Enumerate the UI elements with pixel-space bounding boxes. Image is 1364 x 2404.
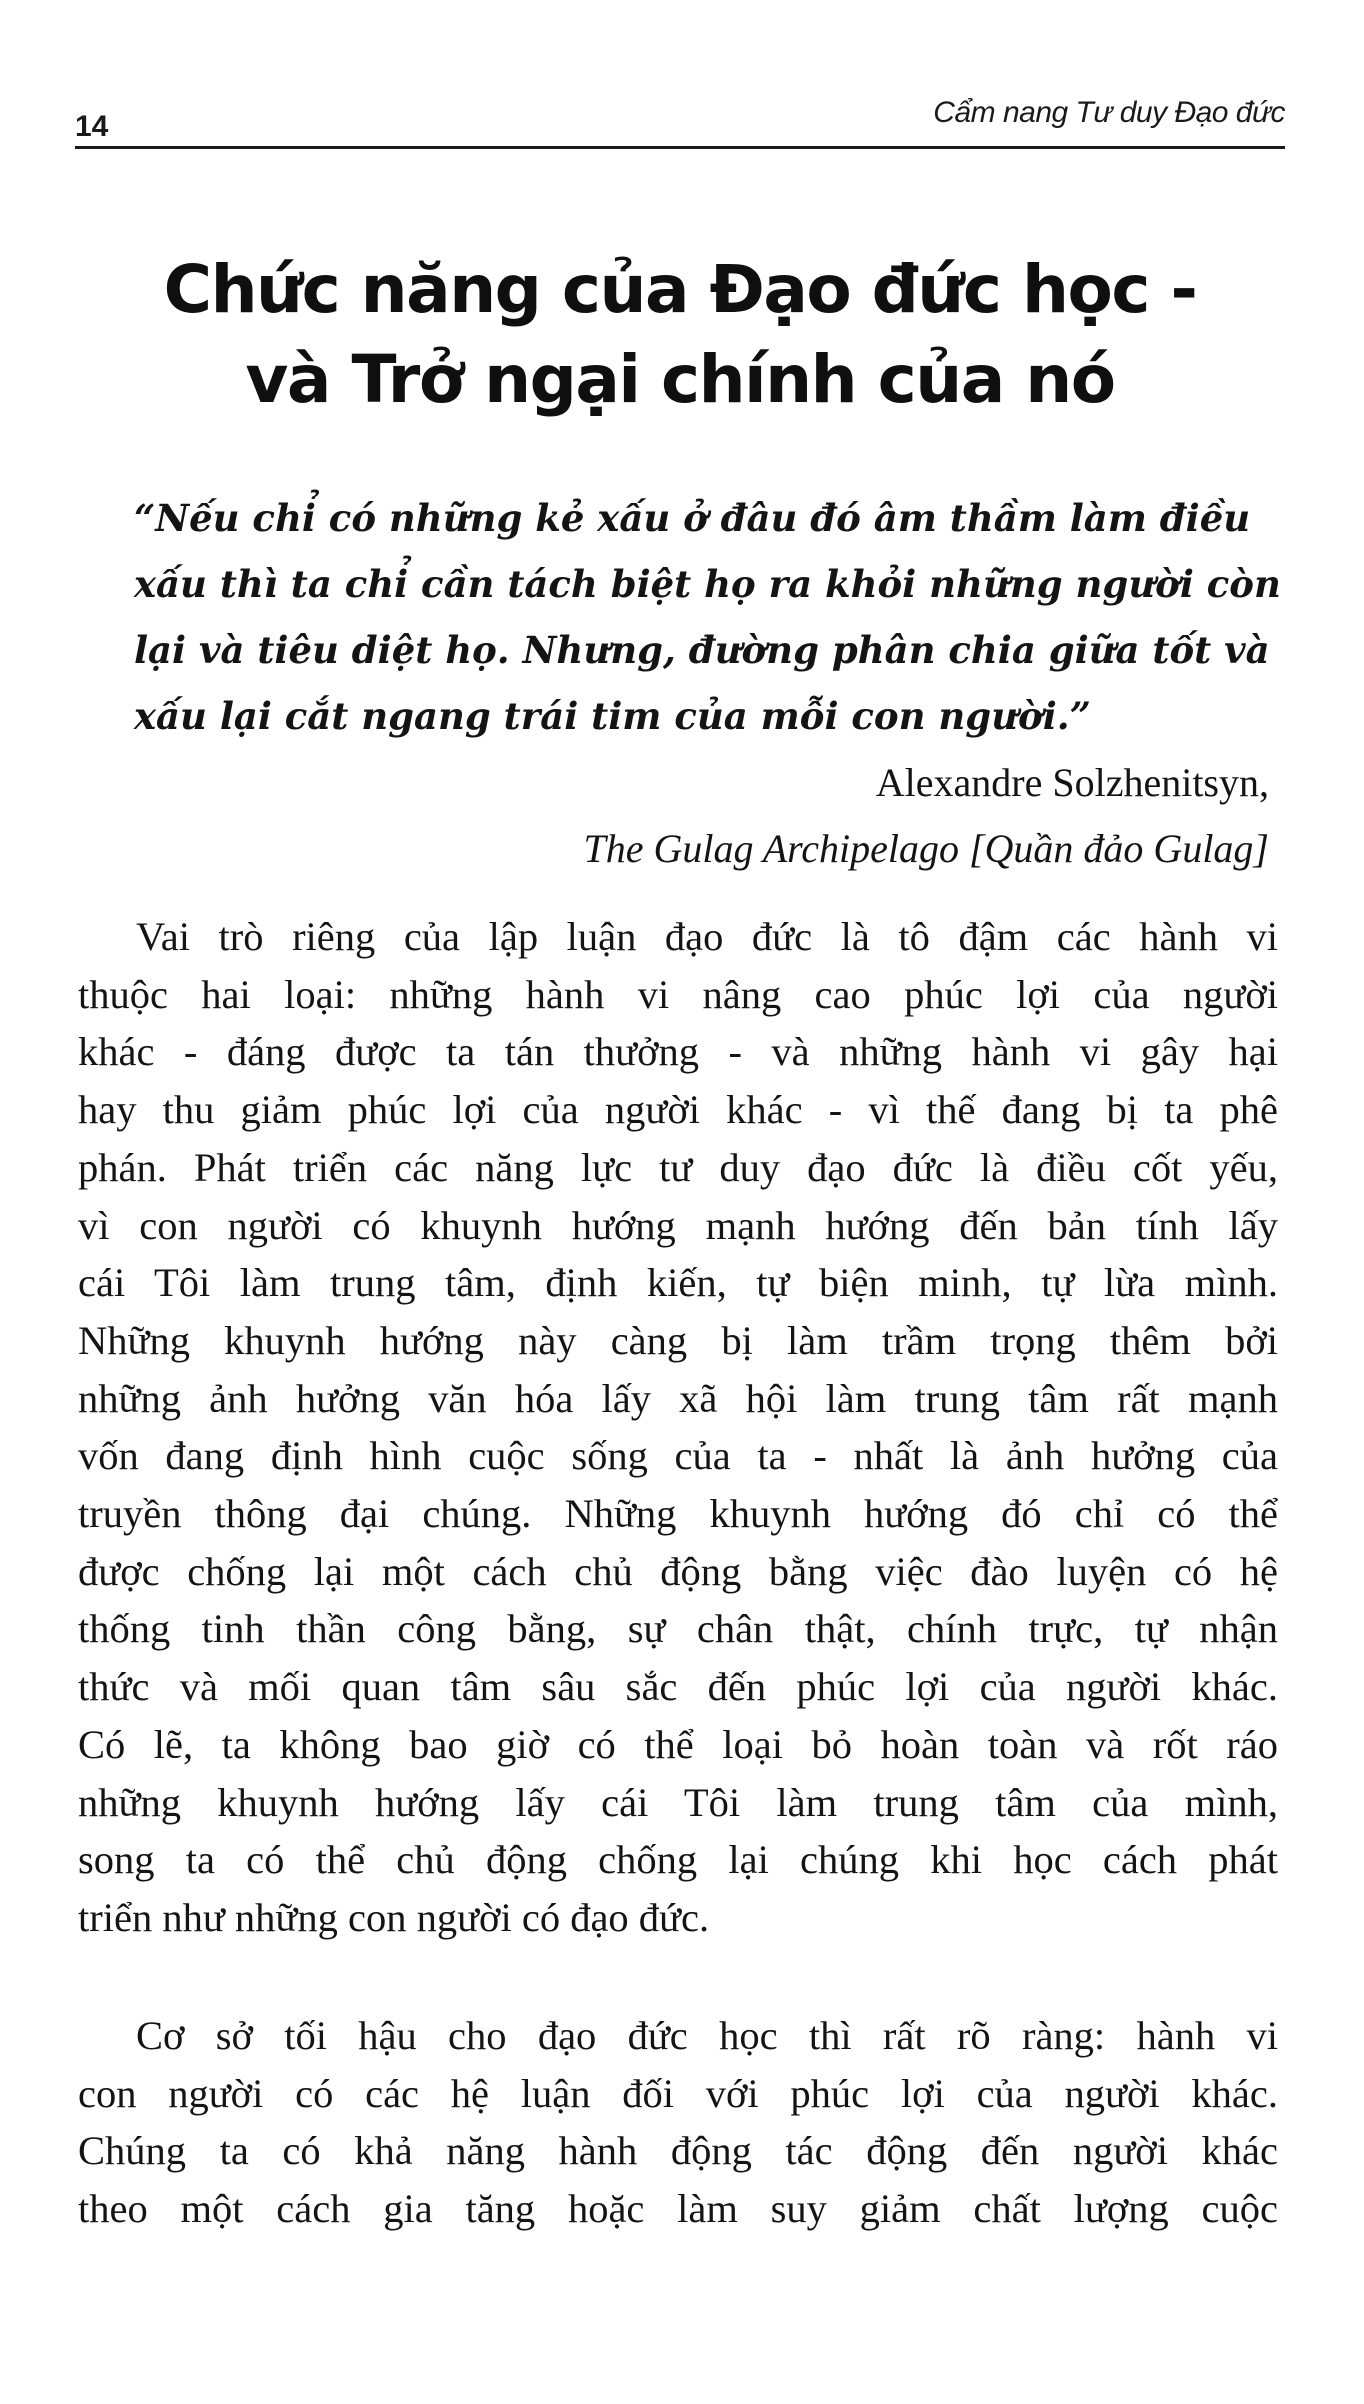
paragraph-line: Vai trò riêng của lập luận đạo đức là tô đậm các hành vi [136, 914, 1278, 959]
paragraph-line: con người có các hệ luận đối với phúc lợi của người khác. [78, 2070, 1278, 2116]
epigraph-attribution [583, 750, 1269, 882]
paragraph-line: Chúng ta có khả năng hành động tác động đến người khác [78, 2128, 1278, 2174]
paragraph-line: những ảnh hưởng văn hóa lấy xã hội làm trung tâm rất mạnh [78, 1375, 1278, 1421]
epigraph-line: xấu lại cắt ngang trái tim của mỗi con người.” [134, 694, 1091, 738]
page-header [75, 80, 1285, 152]
paragraph-line: truyền thông đại chúng. Những khuynh hướng đó chỉ có thể [78, 1491, 1278, 1537]
paragraph-line: triển như những con người có đạo đức. [78, 1894, 710, 1940]
body-paragraph-1 [78, 908, 1278, 1947]
epigraph-quote [134, 485, 1281, 749]
paragraph-line: Những khuynh hướng này càng bị làm trầm trọng thêm bởi [78, 1317, 1278, 1363]
paragraph-line: hay thu giảm phúc lợi của người khác - vì thế đang bị ta phê [78, 1087, 1278, 1133]
epigraph-line: xấu thì ta chỉ cần tách biệt họ ra khỏi những người còn [134, 562, 1281, 606]
paragraph-line: những khuynh hướng lấy cái Tôi làm trung tâm của mình, [78, 1779, 1278, 1825]
running-head: Cẩm nang Tư duy Đạo đức [933, 96, 1285, 129]
header-rule [75, 146, 1285, 149]
paragraph-line: thống tinh thần công bằng, sự chân thật, chính trực, tự nhận [78, 1606, 1278, 1652]
paragraph-line: Cơ sở tối hậu cho đạo đức học thì rất rõ ràng: hành vi [136, 2013, 1278, 2058]
paragraph-line: thuộc hai loại: những hành vi nâng cao phúc lợi của người [78, 971, 1278, 1017]
paragraph-line: khác - đáng được ta tán thưởng - và những hành vi gây hại [78, 1029, 1278, 1075]
paragraph-line: Có lẽ, ta không bao giờ có thể loại bỏ hoàn toàn và rốt ráo [78, 1721, 1278, 1767]
epigraph-line: lại và tiêu diệt họ. Nhưng, đường phân chia giữa tốt và [134, 628, 1270, 672]
page-number: 14 [75, 110, 109, 143]
paragraph-line: theo một cách gia tăng hoặc làm suy giảm chất lượng cuộc [78, 2186, 1278, 2232]
paragraph-line: vốn đang định hình cuộc sống của ta - nhất là ảnh hưởng của [78, 1433, 1278, 1479]
epigraph-author: Alexandre Solzhenitsyn, [875, 760, 1269, 805]
paragraph-line: phán. Phát triển các năng lực tư duy đạo đức là điều cốt yếu, [78, 1144, 1278, 1190]
chapter-title [75, 245, 1285, 425]
epigraph-line: “Nếu chỉ có những kẻ xấu ở đâu đó âm thầm làm điều [134, 496, 1251, 540]
paragraph-line: song ta có thể chủ động chống lại chúng khi học cách phát [78, 1837, 1278, 1883]
body-paragraph-2 [78, 2007, 1278, 2238]
chapter-title-line-1: Chức năng của Đạo đức học - [163, 251, 1197, 328]
paragraph-line: vì con người có khuynh hướng mạnh hướng đến bản tính lấy [78, 1202, 1278, 1248]
paragraph-line: được chống lại một cách chủ động bằng việc đào luyện có hệ [78, 1548, 1278, 1594]
paragraph-line: cái Tôi làm trung tâm, định kiến, tự biện minh, tự lừa mình. [78, 1260, 1278, 1306]
paragraph-line: thức và mối quan tâm sâu sắc đến phúc lợi của người khác. [78, 1664, 1278, 1710]
epigraph-work: The Gulag Archipelago [Quần đảo Gulag] [583, 826, 1269, 871]
chapter-title-line-2: và Trở ngại chính của nó [245, 341, 1115, 418]
